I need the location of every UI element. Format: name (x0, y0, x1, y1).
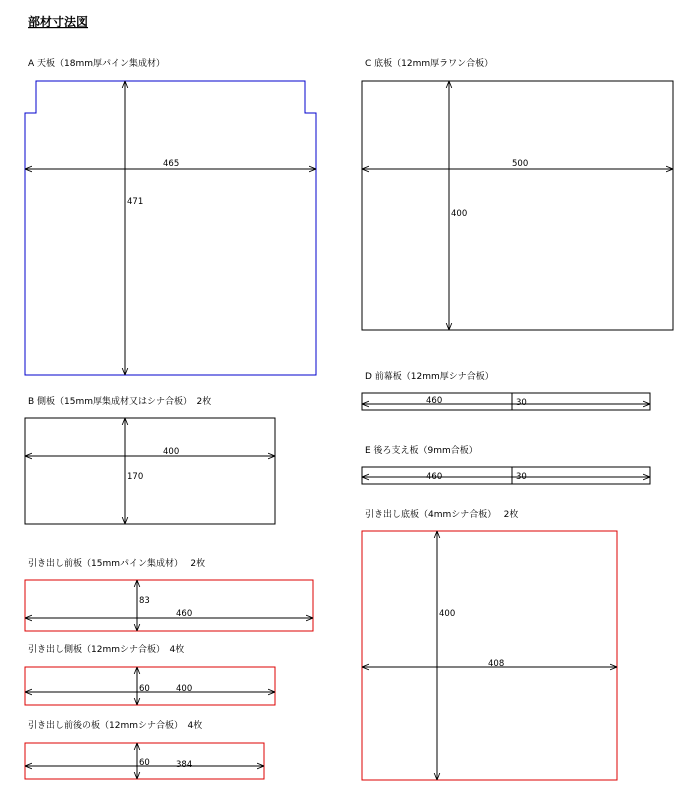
part-a-height-value: 471 (127, 197, 144, 207)
part-a-label: A 天板（18mm厚パイン集成材） (28, 59, 166, 69)
drawer-side-label: 引き出し側板（12mmシナ合板） 4枚 (28, 645, 185, 655)
part-e-label: E 後ろ支え板（9mm合板） (365, 446, 478, 456)
part-c-width-value: 500 (512, 159, 529, 169)
drawer-bottom-height-value: 400 (439, 609, 456, 619)
drawer-back-label: 引き出し前後の板（12mmシナ合板） 4枚 (28, 721, 203, 731)
part-d-width-value: 460 (426, 396, 443, 406)
part-b-outline (25, 418, 275, 524)
page-title: 部材寸法図 (28, 15, 89, 29)
part-c-height-value: 400 (451, 209, 468, 219)
drawer-back-width-value: 384 (176, 760, 193, 770)
drawer-bottom-label: 引き出し底板（4mmシナ合板） 2枚 (365, 510, 519, 520)
part-a-outline (25, 81, 316, 375)
drawer-side-width-value: 400 (176, 684, 193, 694)
drawer-bottom-width-value: 408 (488, 659, 505, 669)
drawer-front-outline (25, 580, 313, 631)
part-b-height-value: 170 (127, 472, 144, 482)
drawer-side-outline (25, 667, 275, 705)
part-d-label: D 前幕板（12mm厚シナ合板） (365, 372, 494, 382)
part-e-width-value: 460 (426, 472, 443, 482)
part-d-outline (362, 393, 650, 410)
part-a-width-value: 465 (163, 159, 180, 169)
part-e-outline (362, 467, 650, 484)
part-c-label: C 底板（12mm厚ラワン合板） (365, 59, 494, 69)
drawer-bottom-outline (362, 531, 617, 780)
drawer-back-height-value: 60 (139, 758, 150, 768)
drawer-front-label: 引き出し前板（15mmパイン集成材） 2枚 (28, 559, 206, 569)
part-b-label: B 側板（15mm厚集成材又はシナ合板） 2枚 (28, 397, 212, 407)
part-b-width-value: 400 (163, 447, 180, 457)
part-c-outline (362, 81, 673, 330)
drawer-front-width-value: 460 (176, 609, 193, 619)
drawer-front-height-value: 83 (139, 596, 150, 606)
part-d-height-value: 30 (516, 398, 527, 408)
drawer-side-height-value: 60 (139, 684, 150, 694)
part-e-height-value: 30 (516, 472, 527, 482)
